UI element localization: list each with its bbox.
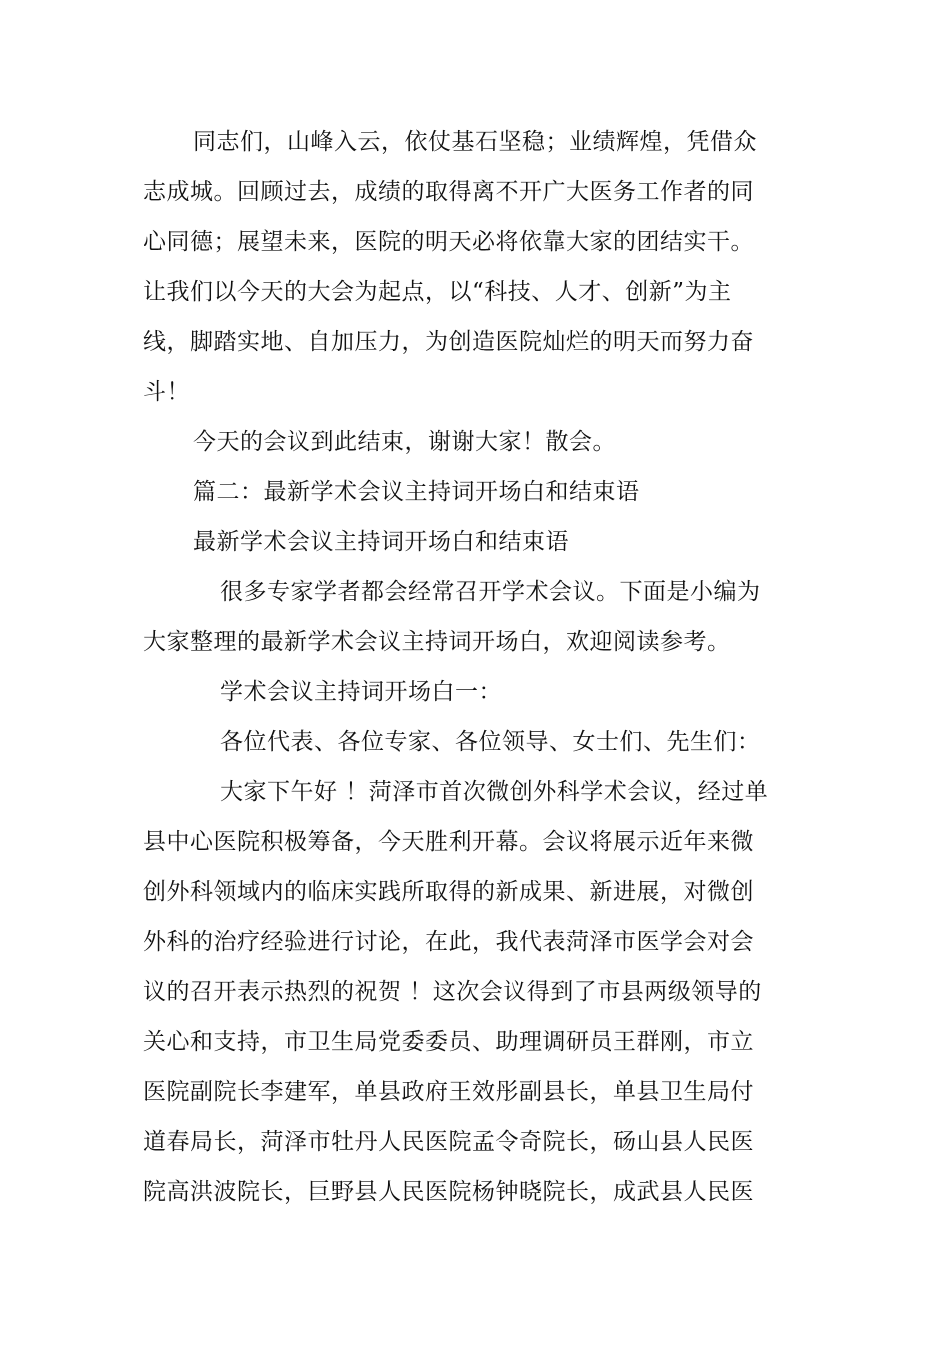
article-title: 最新学术会议主持词开场白和结束语 — [193, 529, 569, 555]
text-line: 医院副院长李建军，单县政府王效彤副县长，单县卫生局付 — [143, 1079, 754, 1105]
text-line: 让我们以今天的大会为起点，以“科技、人才、创新”为主 — [143, 279, 732, 305]
text-line: 院高洪波院长，巨野县人民医院杨钟晓院长，成武县人民医 — [143, 1179, 754, 1205]
text-line: 很多专家学者都会经常召开学术会议。下面是小编为 — [220, 579, 761, 605]
text-line: 心同德；展望未来，医院的明天必将依靠大家的团结实干。 — [143, 229, 754, 255]
text-line: 线，脚踏实地、自加压力，为创造医院灿烂的明天而努力奋 — [143, 329, 754, 355]
text-line: 大家下午好 ！菏泽市首次微创外科学术会议，经过单 — [220, 779, 769, 805]
section-heading: 篇二：最新学术会议主持词开场白和结束语 — [193, 479, 640, 505]
text-line: 创外科领域内的临床实践所取得的新成果、新进展，对微创 — [143, 879, 754, 905]
text-line: 道春局长，菏泽市牡丹人民医院孟令奇院长，砀山县人民医 — [143, 1129, 754, 1155]
salutation: 各位代表、各位专家、各位领导、女士们、先生们： — [220, 729, 761, 755]
text-line: 外科的治疗经验进行讨论，在此，我代表菏泽市医学会对会 — [143, 929, 754, 955]
text-line: 关心和支持，市卫生局党委委员、助理调研员王群刚，市立 — [143, 1029, 754, 1055]
text-line: 大家整理的最新学术会议主持词开场白，欢迎阅读参考。 — [143, 629, 731, 655]
text-line: 志成城。回顾过去，成绩的取得离不开广大医务工作者的同 — [143, 179, 754, 205]
text-line: 县中心医院积极筹备，今天胜利开幕。会议将展示近年来微 — [143, 829, 754, 855]
text-line: 今天的会议到此结束，谢谢大家！散会。 — [193, 429, 616, 455]
subsection-heading: 学术会议主持词开场白一： — [220, 679, 502, 705]
text-line: 同志们，山峰入云，依仗基石坚稳；业绩辉煌，凭借众 — [193, 129, 757, 155]
text-line: 斗！ — [143, 379, 190, 405]
text-line: 议的召开表示热烈的祝贺 ！这次会议得到了市县两级领导的 — [143, 979, 762, 1005]
